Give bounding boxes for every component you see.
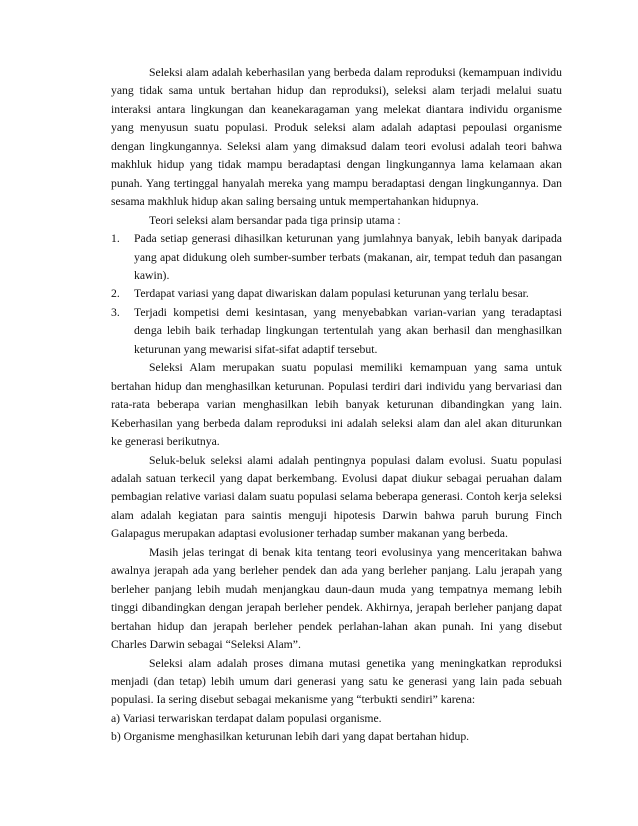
list-item [111,285,562,303]
list-item-text: Pada setiap generasi dihasilkan keturunan yang jumlahnya banyak, lebih banyak daripada yang apat didukung oleh sumber-sumber terbats (makanan, air, tempat teduh dan pasangan kawin). [134,232,562,282]
list-item-text: Terjadi kompetisi demi kesintasan, yang menyebabkan varian-varian yang teradaptasi denga lebih baik terhadap lingkungan tertentulah yang akan berhasil dan menghasilkan keturunan yang mewarisi sifat-sifat adaptif tersebut. [134,305,562,356]
principles-list [111,230,562,359]
paragraph-three-principles-intro: Teori seleksi alam bersandar pada tiga prinsip utama : [149,213,401,227]
reason-item-b: b) Organisme menghasilkan keturunan lebih dari yang dapat bertahan hidup. [111,730,470,744]
list-item-text: Terdapat variasi yang dapat diwariskan dalam populasi keturunan yang terlalu besar. [134,287,529,301]
list-item-number: 1. [111,232,120,246]
paragraph-population-variation: Seleksi Alam merupakan suatu populasi memiliki kemampuan yang sama untuk bertahan hidup dan menghasilkan keturunan. Populasi terdiri dari individu yang bervariasi dan rata-rata beberapa varian menghasilkan lebih banyak keturunan dibandingkan yang lain. Keberhasilan yang berbeda dalam reproduksi ini adalah seleksi alam dan alel akan diturunkan ke generasi berikutnya. [111,361,562,449]
paragraph-giraffe-example: Masih jelas teringat di benak kita tentang teori evolusinya yang menceritakan bahwa awalnya jerapah ada yang berleher pendek dan ada yang berleher panjang. Lalu jerapah yang berleher panjang lebih mudah menjangkau daun-daun muda yang tempatnya memang lebih tinggi dibandingkan dengan jerapah berleher pendek. Akhirnya, jerapah berleher panjang dapat bertahan hidup dan jerapah berleher pendek perlahan-lahan akan punah. Ini yang disebut Charles Darwin sebagai “Seleksi Alam”. [111,545,562,652]
paragraph-population-evolution: Seluk-beluk seleksi alami adalah pentingnya populasi dalam evolusi. Suatu populasi adalah satuan terkecil yang dapat berkembang. Evolusi dapat diukur sebagai peruahan dalam pembagian relative variasi dalam suatu populasi selama beberapa generasi. Contoh kerja seleksi alam adalah kegiatan para saintis menguji hipotesis Darwin bahwa paruh burung Finch Galapagus merupakan adaptasi evolusioner terhadap sumber makanan yang berbeda. [111,453,562,541]
paragraph-self-evident-mechanism: Seleksi alam adalah proses dimana mutasi genetika yang meningkatkan reproduksi menjadi (dan tetap) lebih umum dari generasi yang satu ke generasi yang lain pada sebuah populasi. Ia sering disebut sebagai mekanisme yang “terbukti sendiri” karena: [111,656,562,707]
list-item [111,230,562,285]
list-item [111,304,562,359]
list-item-number: 2. [111,287,120,301]
paragraph-seleksi-alam-definition: Seleksi alam adalah keberhasilan yang berbeda dalam reproduksi (kemampuan individu yang tidak sama untuk bertahan hidup dan reproduksi), seleksi alam terjadi melalui suatu interaksi antara lingkungan dan keanekaragaman yang melekat diantara individu organisme yang menyusun suatu populasi. Produk seleksi alam adalah adaptasi pepoulasi organisme dengan lingkungannya. Seleksi alam yang dimaksud dalam teori evolusi adalah teori bahwa makhluk hidup yang tidak mampu beradaptasi dengan lingkungannya lama kelamaan akan punah. Yang tertinggal hanyalah mereka yang mampu beradaptasi dengan lingkungannya. Dan sesama makhluk hidup akan saling bersaing untuk mempertahankan hidupnya. [111,66,562,209]
reason-item-a: a) Variasi terwariskan terdapat dalam populasi organisme. [111,711,382,725]
document-page [111,64,562,747]
list-item-number: 3. [111,305,120,319]
